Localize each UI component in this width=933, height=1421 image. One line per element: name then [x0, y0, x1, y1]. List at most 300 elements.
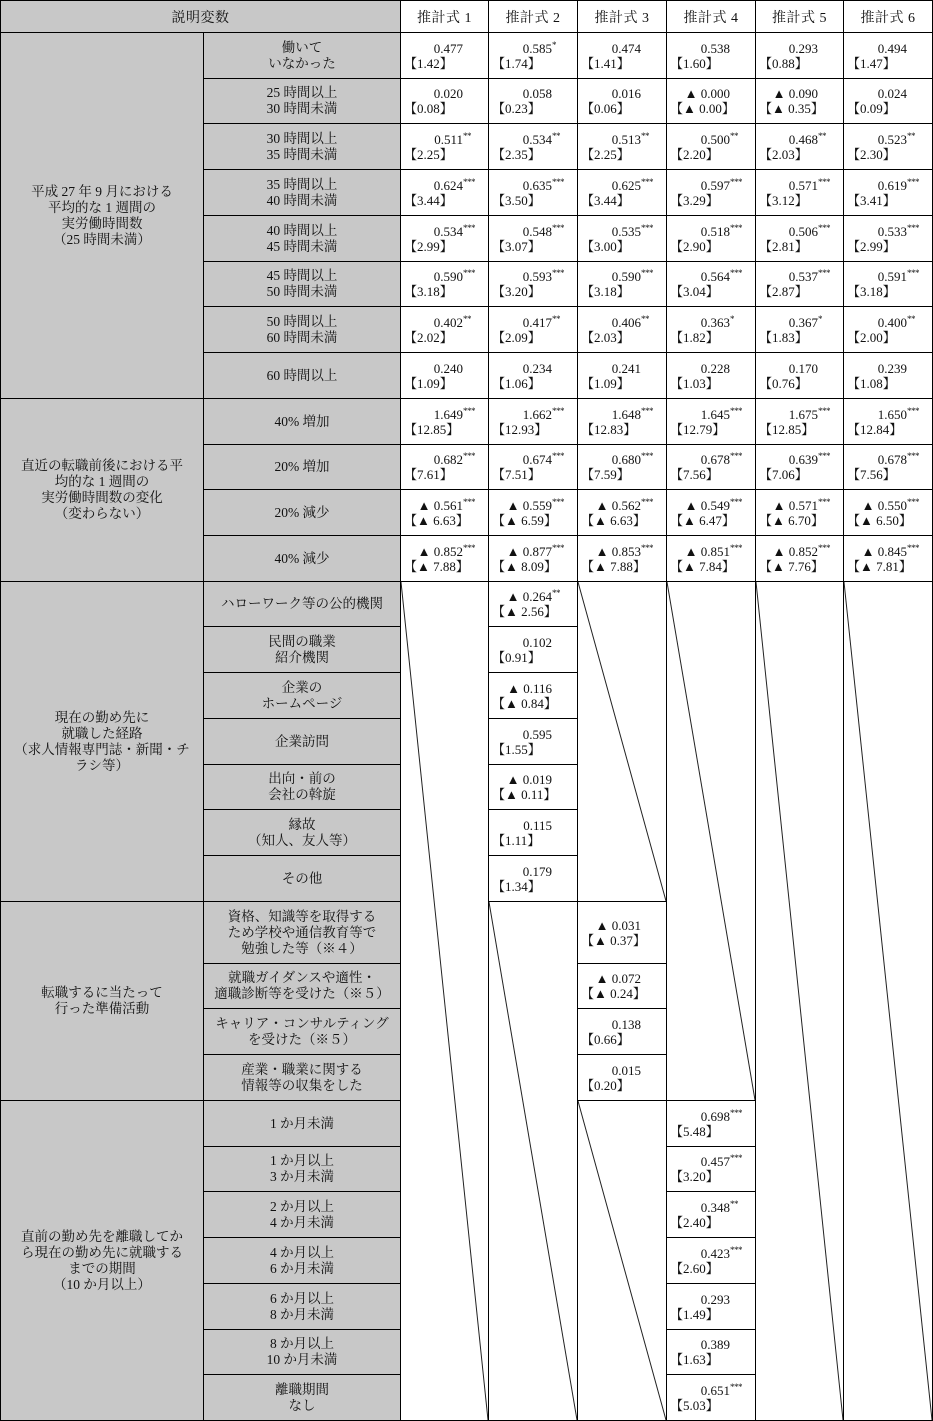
significance-stars: *** [463, 405, 475, 416]
coefficient-line [670, 224, 752, 239]
significance-stars: *** [463, 222, 475, 233]
coefficient-line [847, 269, 929, 284]
coefficient-line [404, 178, 485, 193]
group-label [0, 32, 204, 399]
estimate-cell [577, 261, 667, 307]
variable-label-text: 働いて いなかった [268, 39, 336, 71]
t-value: 【3.29】 [670, 192, 719, 208]
estimate-cell [666, 123, 756, 170]
coefficient: ▲ 0.559 [506, 497, 552, 513]
variable-label-text: 縁故 （知人、友人等） [248, 816, 356, 848]
t-value: 【2.99】 [404, 238, 453, 254]
significance-stars: *** [552, 496, 564, 507]
coefficient: 0.417 [522, 314, 552, 330]
coefficient-line [492, 178, 574, 193]
coefficient: ▲ 0.852 [417, 543, 463, 559]
variable-label-text: 20% 増加 [274, 459, 330, 474]
coefficient-line [492, 818, 574, 833]
coefficient: 0.635 [522, 177, 552, 193]
coefficient: 1.649 [433, 406, 463, 422]
variable-label-text: その他 [281, 870, 323, 886]
t-value: 【12.84】 [847, 421, 903, 437]
header-model-label: 推計式 1 [417, 10, 472, 26]
coefficient: ▲ 0.549 [684, 497, 730, 513]
t-value: 【2.20】 [670, 146, 719, 162]
coefficient-line [404, 269, 485, 284]
estimate-cell [400, 169, 489, 216]
not-included-cell [755, 581, 844, 1421]
coefficient: ▲ 0.031 [595, 917, 641, 933]
estimate-cell [843, 78, 933, 124]
coefficient: 0.571 [788, 177, 818, 193]
estimate-cell [488, 535, 578, 582]
estimate-cell [666, 32, 756, 79]
group-label [0, 398, 204, 582]
header-model-3 [577, 0, 667, 33]
coefficient-line [581, 178, 663, 193]
t-value: 【7.59】 [581, 467, 630, 482]
coefficient: 0.402 [433, 314, 463, 330]
significance-stars: ** [907, 313, 915, 324]
coefficient: 0.564 [700, 269, 730, 284]
t-value: 【▲ 7.84】 [670, 558, 735, 574]
coefficient-line [492, 269, 574, 284]
variable-label-text: 6 か月以上 8 か月未満 [269, 1290, 335, 1322]
header-model-label: 推計式 5 [772, 10, 827, 26]
diagonal-line [401, 582, 488, 1420]
group-label-text: 転職するに当たって 行った準備活動 [41, 985, 163, 1016]
significance-stars: *** [907, 222, 919, 233]
t-value: 【3.18】 [581, 284, 630, 299]
t-value: 【0.76】 [759, 375, 808, 391]
variable-label [203, 444, 401, 490]
coefficient-line [847, 178, 929, 193]
estimate-cell [843, 444, 933, 490]
variable-label-text: 企業の ホームページ [261, 679, 343, 711]
variable-label [203, 855, 401, 902]
variable-label-text: 40 時間以上 45 時間未満 [266, 222, 338, 254]
significance-stars: *** [463, 496, 475, 507]
coefficient-line [670, 498, 752, 513]
t-value: 【1.82】 [670, 329, 719, 345]
coefficient-line [670, 1337, 752, 1352]
t-value: 【3.50】 [492, 192, 541, 208]
diagonal-slash [489, 902, 577, 1420]
significance-stars: *** [552, 222, 564, 233]
significance-stars: *** [907, 496, 919, 507]
significance-stars: *** [907, 542, 919, 553]
estimate-cell [400, 261, 489, 307]
t-value: 【▲ 0.24】 [581, 986, 646, 1001]
t-value: 【1.03】 [670, 375, 719, 391]
variable-label-text: 1 か月未満 [269, 1115, 335, 1131]
variable-label-text: 35 時間以上 40 時間未満 [266, 176, 338, 208]
not-included-cell [577, 1100, 667, 1421]
variable-label [203, 764, 401, 810]
coefficient: 0.102 [522, 634, 552, 650]
estimate-cell [400, 352, 489, 399]
coefficient-line [670, 315, 752, 330]
variable-label [203, 535, 401, 582]
coefficient: ▲ 0.571 [772, 497, 818, 513]
diagonal-line [756, 582, 843, 1420]
significance-stars: *** [818, 451, 830, 461]
estimate-cell [488, 169, 578, 216]
t-value: 【0.09】 [847, 101, 896, 116]
estimate-cell [577, 398, 667, 445]
t-value: 【▲ 0.00】 [670, 101, 735, 116]
coefficient-line [670, 1383, 752, 1398]
coefficient: 0.468 [788, 131, 818, 147]
estimate-cell [666, 1329, 756, 1375]
significance-stars: ** [463, 130, 471, 141]
coefficient-line [581, 918, 663, 933]
group-label-text: 現在の勤め先に 就職した経路 （求人情報専門誌・新聞・チ ラシ等） [14, 709, 190, 773]
estimate-cell [400, 398, 489, 445]
coefficient: 0.513 [611, 131, 641, 147]
coefficient-line [492, 635, 574, 650]
diagonal-line [667, 582, 755, 1100]
t-value: 【▲ 6.63】 [581, 512, 646, 528]
coefficient-line [404, 361, 485, 376]
significance-stars: ** [907, 130, 915, 141]
t-value: 【2.02】 [404, 329, 453, 345]
coefficient-line [581, 361, 663, 376]
estimate-cell [577, 1008, 667, 1055]
significance-stars: *** [730, 222, 742, 233]
significance-stars: *** [818, 542, 830, 553]
coefficient: 1.650 [877, 406, 907, 422]
coefficient-line [670, 361, 752, 376]
coefficient-line [492, 452, 574, 467]
significance-stars: ** [641, 313, 649, 324]
estimate-cell [577, 123, 667, 170]
estimate-cell [755, 169, 844, 216]
coefficient: 0.624 [433, 177, 463, 193]
significance-stars: ** [730, 1198, 738, 1209]
coefficient: 0.597 [700, 177, 730, 193]
coefficient-line [492, 132, 574, 147]
significance-stars: *** [552, 268, 564, 278]
variable-label-text: ハローワーク等の公的機関 [221, 596, 383, 611]
significance-stars: ** [552, 130, 560, 141]
coefficient-line [759, 41, 840, 56]
significance-stars: *** [641, 496, 653, 507]
coefficient-line [847, 132, 929, 147]
estimate-cell [755, 444, 844, 490]
coefficient: ▲ 0.000 [684, 86, 730, 101]
t-value: 【2.60】 [670, 1260, 719, 1276]
coefficient: ▲ 0.072 [595, 971, 641, 986]
coefficient-line [670, 41, 752, 56]
t-value: 【3.20】 [492, 284, 541, 299]
coefficient: 0.024 [877, 86, 907, 101]
estimate-cell [755, 78, 844, 124]
significance-stars: *** [463, 451, 475, 461]
estimate-cell [755, 398, 844, 445]
significance-stars: *** [552, 176, 564, 187]
variable-label-text: 離職期間 なし [275, 1381, 329, 1413]
header-explanatory-variables [0, 0, 401, 33]
estimate-cell [755, 215, 844, 262]
coefficient-line [670, 1109, 752, 1124]
coefficient: 0.518 [700, 223, 730, 239]
header-model-label: 推計式 6 [860, 10, 916, 26]
diagonal-line [578, 582, 666, 901]
coefficient: ▲ 0.264 [506, 589, 552, 604]
coefficient-line [847, 86, 929, 101]
estimate-cell [755, 306, 844, 353]
estimate-cell [843, 398, 933, 445]
coefficient-line [581, 452, 663, 467]
variable-label [203, 809, 401, 856]
coefficient: 0.179 [522, 863, 552, 879]
variable-label [203, 963, 401, 1009]
coefficient-line [670, 452, 752, 467]
t-value: 【▲ 0.35】 [759, 101, 824, 116]
variable-label-text: 40% 減少 [274, 550, 330, 566]
coefficient: 0.506 [788, 223, 818, 239]
coefficient: 0.348 [700, 1199, 730, 1215]
coefficient: 0.020 [433, 86, 463, 101]
estimate-cell [666, 1146, 756, 1192]
coefficient: 0.058 [522, 86, 552, 101]
coefficient: 0.680 [611, 452, 641, 467]
not-included-cell [488, 901, 578, 1421]
estimate-cell [666, 352, 756, 399]
estimate-cell [666, 1283, 756, 1330]
coefficient: 0.477 [433, 40, 463, 56]
coefficient: 0.678 [700, 452, 730, 467]
variable-label-text: 40% 増加 [274, 413, 330, 429]
variable-label [203, 1283, 401, 1330]
coefficient: 0.534 [433, 223, 463, 239]
significance-stars: ** [818, 130, 826, 141]
coefficient: 0.585 [522, 40, 552, 56]
coefficient-line [581, 971, 663, 986]
estimate-cell [666, 306, 756, 353]
variable-label [203, 1054, 401, 1101]
t-value: 【▲ 6.47】 [670, 512, 735, 528]
coefficient: ▲ 0.852 [772, 543, 818, 559]
variable-label [203, 306, 401, 353]
variable-label [203, 1008, 401, 1055]
diagonal-line [489, 902, 577, 1420]
t-value: 【0.08】 [404, 101, 453, 116]
coefficient: ▲ 0.562 [595, 497, 641, 513]
significance-stars: *** [552, 405, 564, 416]
t-value: 【2.09】 [492, 329, 541, 345]
t-value: 【1.49】 [670, 1306, 719, 1322]
coefficient-line [404, 498, 485, 513]
t-value: 【5.03】 [670, 1397, 719, 1413]
estimate-cell [577, 535, 667, 582]
t-value: 【1.83】 [759, 329, 808, 345]
estimate-cell [666, 78, 756, 124]
estimate-cell [488, 718, 578, 765]
significance-stars: *** [730, 1107, 742, 1118]
estimate-cell [755, 352, 844, 399]
coefficient: 0.406 [611, 314, 641, 330]
coefficient-line [492, 681, 574, 696]
coefficient: 0.240 [433, 360, 463, 376]
variable-label [203, 123, 401, 170]
t-value: 【3.18】 [847, 284, 896, 299]
variable-label-text: 30 時間以上 35 時間未満 [266, 130, 338, 162]
t-value: 【▲ 6.70】 [759, 512, 824, 528]
significance-stars: *** [818, 496, 830, 507]
estimate-cell [488, 764, 578, 810]
coefficient-line [670, 1154, 752, 1169]
coefficient-line [670, 86, 752, 101]
t-value: 【12.85】 [759, 421, 815, 437]
t-value: 【1.11】 [492, 832, 541, 848]
variable-label [203, 1237, 401, 1284]
estimate-cell [843, 123, 933, 170]
t-value: 【2.03】 [581, 329, 630, 345]
significance-stars: *** [730, 176, 742, 187]
coefficient-line [670, 544, 752, 559]
group-label-text: 平成 27 年 9 月における 平均的な 1 週間の 実労働時間数 （25 時間未満） [31, 183, 173, 247]
t-value: 【1.41】 [581, 55, 630, 71]
estimate-cell [488, 352, 578, 399]
t-value: 【3.07】 [492, 238, 541, 254]
coefficient-line [492, 86, 574, 101]
significance-stars: *** [730, 451, 742, 461]
variable-label-text: 60 時間以上 [266, 367, 338, 383]
t-value: 【2.35】 [492, 146, 541, 162]
t-value: 【0.06】 [581, 101, 630, 116]
coefficient-line [847, 544, 929, 559]
coefficient: ▲ 0.845 [861, 543, 907, 559]
variable-label [203, 398, 401, 445]
coefficient-line [847, 315, 929, 330]
coefficient: 0.590 [611, 269, 641, 284]
significance-stars: *** [730, 268, 742, 278]
estimate-cell [488, 306, 578, 353]
coefficient-line [847, 452, 929, 467]
coefficient-line [581, 1063, 663, 1078]
t-value: 【2.00】 [847, 329, 896, 345]
t-value: 【1.47】 [847, 55, 896, 71]
coefficient: ▲ 0.116 [507, 680, 552, 696]
estimate-cell [843, 215, 933, 262]
significance-stars: *** [730, 1244, 742, 1255]
header-model-2 [488, 0, 578, 33]
t-value: 【1.55】 [492, 741, 541, 757]
variable-label [203, 901, 401, 964]
estimate-cell [755, 32, 844, 79]
significance-stars: *** [552, 451, 564, 461]
significance-stars: ** [552, 588, 560, 598]
coefficient-line [492, 772, 574, 787]
coefficient: 0.228 [700, 360, 730, 376]
significance-stars: *** [818, 405, 830, 416]
t-value: 【1.42】 [404, 55, 453, 71]
group-label-text: 直近の転職前後における平 均的な 1 週間の 実労働時間数の変化 （変わらない） [21, 458, 183, 521]
variable-label-text: 産業・職業に関する 情報等の収集をした [241, 1061, 363, 1093]
estimate-cell [666, 1237, 756, 1284]
estimate-cell [400, 32, 489, 79]
t-value: 【7.06】 [759, 467, 808, 482]
estimate-cell [843, 352, 933, 399]
t-value: 【3.00】 [581, 238, 630, 254]
estimate-cell [843, 489, 933, 536]
variable-label [203, 1329, 401, 1375]
coefficient-line [759, 452, 840, 467]
coefficient-line [581, 407, 663, 422]
coefficient: 0.595 [522, 726, 552, 742]
significance-stars: *** [641, 451, 653, 461]
diagonal-slash [756, 582, 843, 1420]
variable-label [203, 352, 401, 399]
header-model-6 [843, 0, 933, 33]
coefficient-line [759, 544, 840, 559]
estimate-cell [843, 535, 933, 582]
coefficient-line [581, 1017, 663, 1032]
variable-label-text: 4 か月以上 6 か月未満 [269, 1244, 335, 1276]
t-value: 【1.63】 [670, 1352, 719, 1367]
coefficient: 1.675 [788, 406, 818, 422]
coefficient: 0.138 [611, 1016, 641, 1032]
variable-label-text: 企業訪問 [275, 733, 329, 749]
estimate-cell [400, 489, 489, 536]
variable-label-text: 出向・前の 会社の斡旋 [268, 771, 336, 802]
t-value: 【1.34】 [492, 878, 541, 894]
t-value: 【7.56】 [670, 467, 719, 482]
estimate-cell [488, 32, 578, 79]
diagonal-slash [578, 582, 666, 901]
estimate-cell [666, 1191, 756, 1238]
coefficient-line [759, 86, 840, 101]
coefficient: 0.674 [522, 452, 552, 467]
coefficient: 0.474 [611, 40, 641, 56]
group-label [0, 581, 204, 902]
estimate-cell [755, 535, 844, 582]
estimate-cell [400, 444, 489, 490]
coefficient-line [670, 132, 752, 147]
significance-stars: *** [463, 268, 475, 278]
coefficient-line [492, 407, 574, 422]
coefficient: 1.645 [700, 406, 730, 422]
variable-label-text: 20% 減少 [274, 504, 330, 520]
estimate-cell [755, 489, 844, 536]
coefficient-line [847, 407, 929, 422]
coefficient: 0.400 [877, 314, 907, 330]
significance-stars: *** [907, 176, 919, 187]
coefficient-line [670, 1292, 752, 1307]
coefficient-line [847, 41, 929, 56]
estimate-cell [577, 78, 667, 124]
variable-label-text: 8 か月以上 10 か月未満 [266, 1336, 338, 1367]
coefficient: 1.648 [611, 406, 641, 422]
estimate-cell [666, 261, 756, 307]
coefficient: 0.682 [433, 452, 463, 467]
estimate-cell [577, 1054, 667, 1101]
estimate-cell [400, 306, 489, 353]
significance-stars: *** [818, 176, 830, 187]
t-value: 【3.44】 [404, 192, 453, 208]
t-value: 【1.06】 [492, 375, 541, 391]
diagonal-slash [578, 1101, 666, 1420]
diagonal-line [578, 1101, 666, 1420]
t-value: 【0.20】 [581, 1077, 630, 1093]
coefficient: 0.389 [700, 1337, 730, 1352]
coefficient: 0.625 [611, 177, 641, 193]
coefficient: 0.423 [700, 1245, 730, 1261]
estimate-cell [666, 398, 756, 445]
significance-stars: *** [641, 405, 653, 416]
